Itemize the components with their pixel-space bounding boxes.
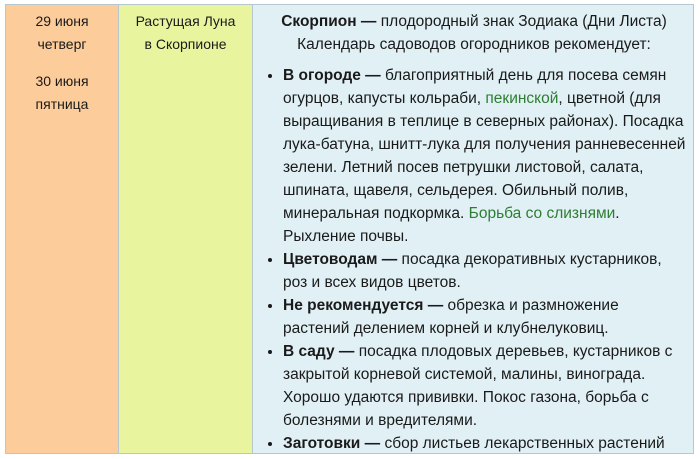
- item-title: Цветоводам —: [283, 251, 398, 268]
- list-item-garden: [283, 64, 687, 248]
- list-item-orchard: [283, 340, 687, 432]
- date-weekday: четверг: [37, 36, 87, 52]
- date-cell: [6, 56, 118, 116]
- item-title: Не рекомендуется —: [283, 297, 444, 314]
- list-item-harvest: [283, 432, 687, 455]
- intro-description: плодородный знак Зодиака (Дни Листа) Календарь садоводов огородников рекомендует:: [297, 13, 667, 53]
- moon-sign: в Скорпионе: [144, 36, 227, 52]
- recommendation-list: [261, 64, 687, 455]
- item-title: Заготовки —: [283, 435, 381, 452]
- moon-phase-column: [119, 5, 253, 453]
- item-text: , цветной (для выращивания в теплице в северных районах). Посадка лука-батуна, шнитт-лука для получения ранневесенней зелени. Летний посев петрушки листовой, салата, шпината, щавеля, сельдерея. Обильный полив, минеральная подкормка.: [283, 90, 686, 222]
- recommendations-column: [253, 5, 693, 453]
- calendar-table: [5, 4, 694, 454]
- date-day: 29 июня: [35, 13, 89, 29]
- item-text: посадка декоративных кустарников, роз и всех видов цветов.: [283, 251, 662, 291]
- link-slugs[interactable]: Борьба со слизнями: [468, 205, 616, 222]
- date-cell: [6, 5, 118, 56]
- list-item-not-recommended: [283, 294, 687, 340]
- list-item-flowers: [283, 248, 687, 294]
- moon-phase: Растущая Луна: [135, 13, 236, 29]
- date-weekday: пятница: [35, 96, 89, 112]
- item-text: благоприятный день для посева семян огурцов, капусты кольраби,: [283, 67, 667, 107]
- item-text: обрезка и размножение растений делением корней и клубнелуковиц.: [283, 297, 619, 337]
- item-text: посадка плодовых деревьев, кустарников с закрытой корневой системой, малины, винограда. Хорошо удаются прививки. Покос газона, борьба с болезнями и вредителями.: [283, 343, 673, 429]
- date-column: [6, 5, 119, 453]
- date-day: 30 июня: [35, 73, 89, 89]
- zodiac-sign: Скорпион —: [281, 13, 377, 30]
- item-title: В саду —: [283, 343, 355, 360]
- item-title: В огороде —: [283, 67, 381, 84]
- intro-text: [261, 10, 687, 56]
- link-pekinskaya[interactable]: пекинской: [485, 90, 559, 107]
- item-text: . Рыхление почвы.: [283, 205, 620, 245]
- item-text: сбор листьев лекарственных растений: [380, 435, 665, 452]
